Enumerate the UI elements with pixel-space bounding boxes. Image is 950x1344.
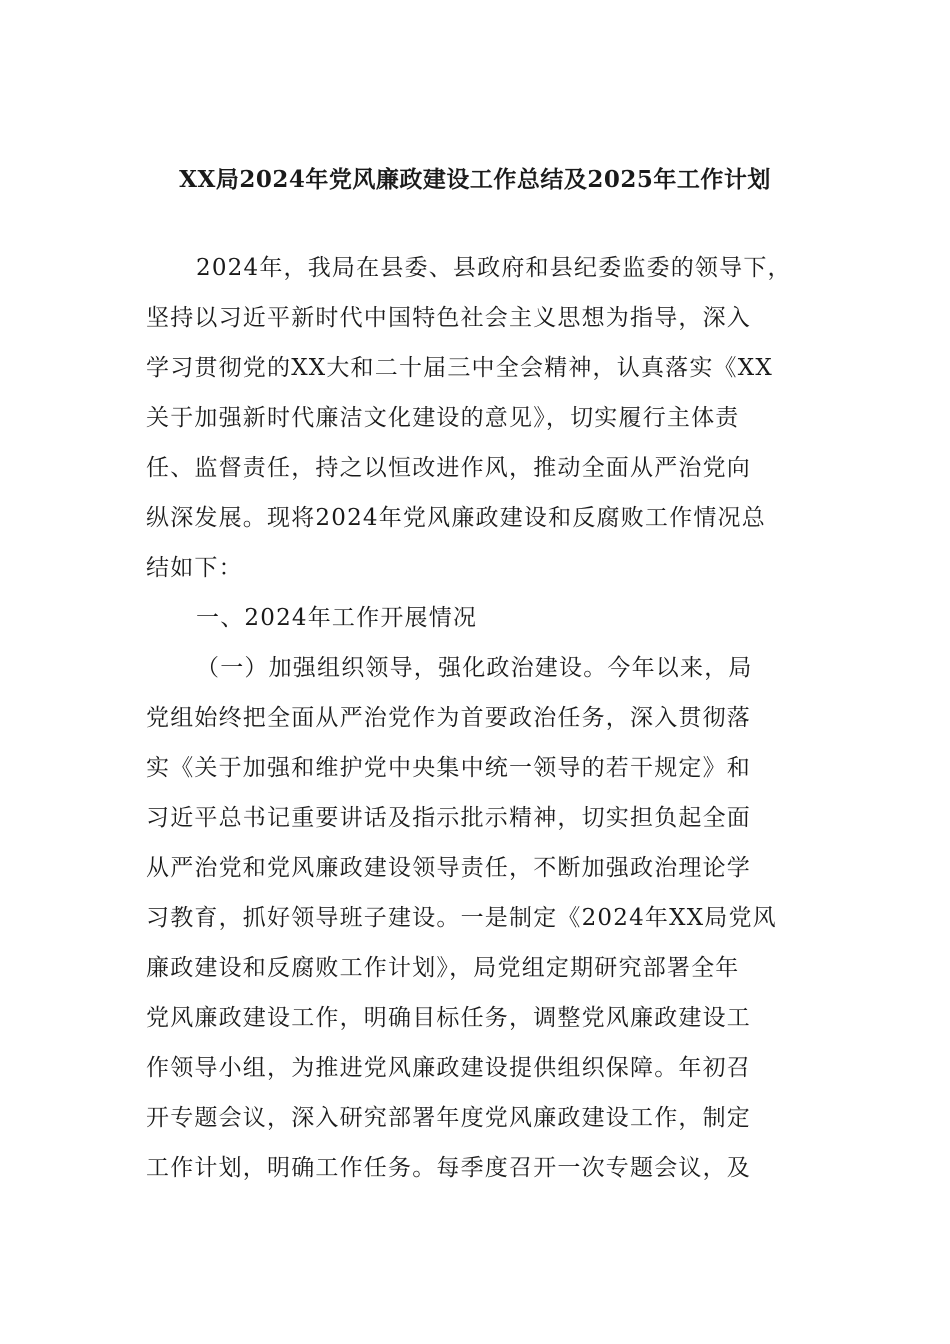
paragraph-line: 关于加强新时代廉洁文化建设的意见》，切实履行主体责: [146, 405, 740, 431]
paragraph-line: 党风廉政建设工作，明确目标任务，调整党风廉政建设工: [146, 1005, 751, 1031]
paragraph-line: 坚持以习近平新时代中国特色社会主义思想为指导，深入: [146, 305, 751, 331]
paragraph-line: 从严治党和党风廉政建设领导责任，不断加强政治理论学: [146, 855, 751, 881]
paragraph-line: 纵深发展。现将2024年党风廉政建设和反腐败工作情况总: [146, 505, 766, 531]
paragraph-line: 任、监督责任，持之以恒改进作风，推动全面从严治党向: [146, 455, 751, 481]
paragraph-line: 作领导小组，为推进党风廉政建设提供组织保障。年初召: [146, 1055, 751, 1081]
paragraph-line: 学习贯彻党的XX大和二十届三中全会精神，认真落实《XX: [146, 355, 773, 381]
paragraph-line: 工作计划，明确工作任务。每季度召开一次专题会议，及: [146, 1155, 751, 1181]
paragraph-line: 开专题会议，深入研究部署年度党风廉政建设工作，制定: [146, 1105, 751, 1131]
paragraph-line: 习教育，抓好领导班子建设。一是制定《2024年XX局党风: [146, 905, 777, 931]
paragraph-line: 党组始终把全面从严治党作为首要政治任务，深入贯彻落: [146, 705, 751, 731]
document-title: XX局2024年党风廉政建设工作总结及2025年工作计划: [179, 166, 771, 193]
paragraph-line: 实《关于加强和维护党中央集中统一领导的若干规定》和: [146, 755, 751, 781]
paragraph-line: 结如下：: [146, 555, 243, 581]
paragraph-line: 习近平总书记重要讲话及指示批示精神，切实担负起全面: [146, 805, 751, 831]
paragraph-line: 廉政建设和反腐败工作计划》，局党组定期研究部署全年: [146, 955, 740, 981]
paragraph-line: （一）加强组织领导，强化政治建设。今年以来，局: [196, 655, 753, 681]
section-heading: 一、2024年工作开展情况: [196, 605, 478, 631]
paragraph-line: 2024年，我局在县委、县政府和县纪委监委的领导下，: [196, 255, 792, 281]
